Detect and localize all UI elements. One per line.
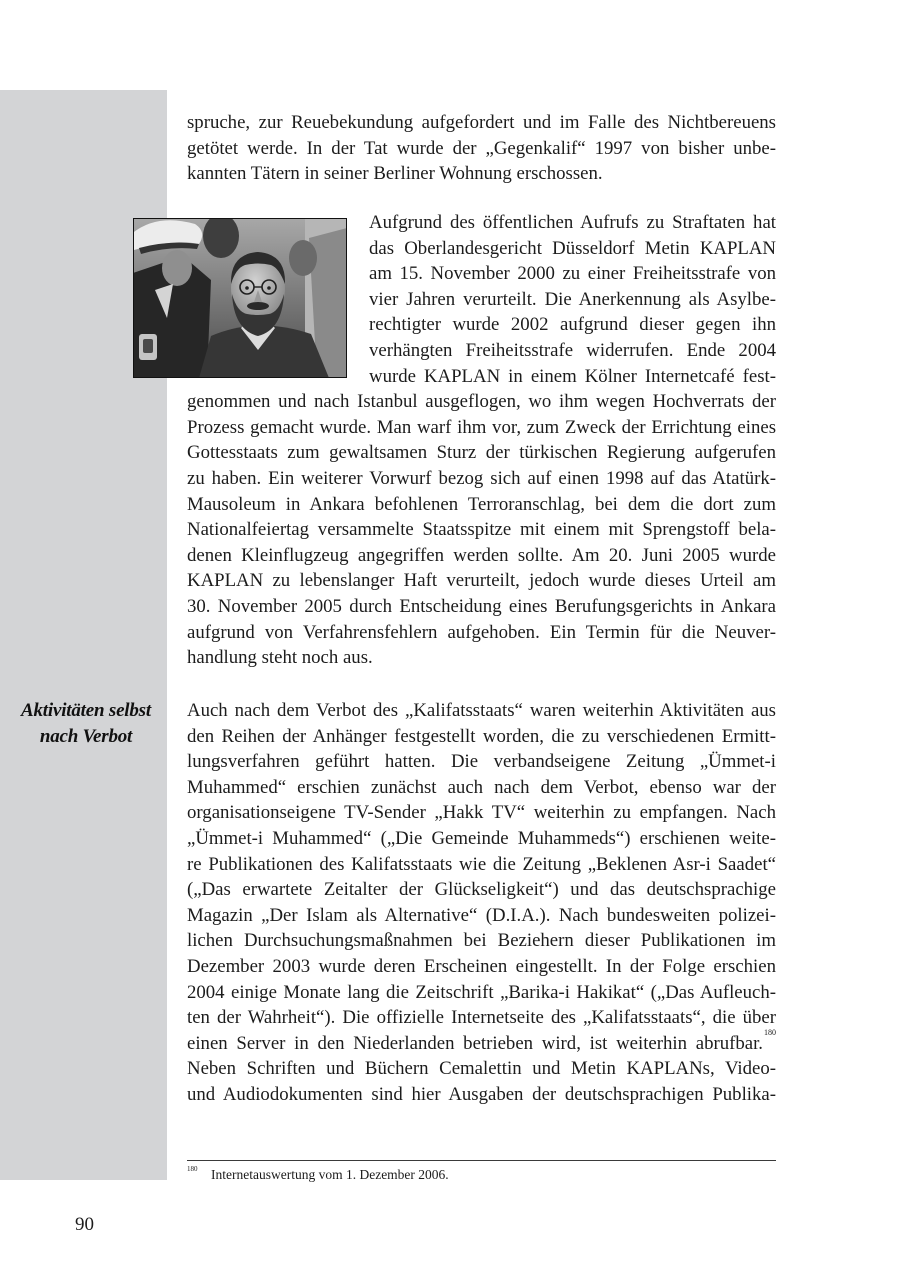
text-line: Mausoleum in Ankara befohlenen Terroranschlag, bei dem die dort zum (187, 493, 776, 515)
text-line: Magazin „Der Islam als Alternative“ (D.I.A.). Nach bundesweiten polizei- (187, 904, 776, 926)
text-line: aufgrund von Verfahrensfehlern aufgehoben. Ein Termin für die Neuver- (187, 621, 776, 643)
text-line: am 15. November 2000 zu einer Freiheitsstrafe von (369, 263, 776, 285)
footnote-divider (187, 1160, 776, 1161)
text-line: ten der Wahrheit“). Die offizielle Internetseite des „Kalifatsstaats“, die über (187, 1007, 776, 1029)
text-line: und Audiodokumenten sind hier Ausgaben der deutschsprachigen Publika- (187, 1083, 776, 1105)
margin-heading-line: nach Verbot (39, 725, 133, 747)
text-line: spruche, zur Reuebekundung aufgefordert und im Falle des Nichtbereuens (187, 112, 776, 133)
footnote: 180 Internetauswertung vom 1. Dezember 2006. (187, 1165, 449, 1182)
text-line: genommen und nach Istanbul ausgeflogen, wo ihm wegen Hochverrats der (187, 391, 776, 413)
text-line: lungsverfahren geführt hatten. Die verbandseigene Zeitung „Ümmet-i (187, 751, 776, 773)
page-number: 90 (75, 1214, 94, 1235)
text-line (187, 1027, 776, 1057)
text-line: das Oberlandesgericht Düsseldorf Metin KAPLAN (369, 237, 776, 259)
paragraph-1 (187, 110, 776, 187)
text-line: denen Kleinflugzeug angegriffen werden sollte. Am 20. Juni 2005 wurde (187, 544, 776, 566)
text-line: rechtigter wurde 2002 aufgrund dieser gegen ihn (369, 314, 776, 336)
text-line-content: einen Server in den Niederlanden betrieben wird, ist weiterhin abrufbar. (187, 1032, 763, 1054)
text-line: Prozess gemacht wurde. Man warf ihm vor, zum Zweck der Errichtung eines (187, 416, 776, 438)
text-line: vier Jahren verurteilt. Die Anerkennung als Asylbe- (369, 288, 776, 310)
footnote-text: Internetauswertung vom 1. Dezember 2006. (211, 1167, 449, 1182)
margin-heading (0, 698, 172, 749)
text-line: Auch nach dem Verbot des „Kalifatsstaats“ waren weiterhin Aktivitäten aus (187, 700, 776, 721)
text-line: 30. November 2005 durch Entscheidung eines Berufungsgerichts in Ankara (187, 595, 776, 617)
text-line: handlung steht noch aus. (187, 647, 373, 669)
text-line: kannten Tätern in seiner Berliner Wohnung erschossen. (187, 163, 603, 185)
text-line: wurde KAPLAN in einem Kölner Internetcafé fest- (369, 365, 776, 387)
text-line: Neben Schriften und Büchern Cemalettin und Metin KAPLANs, Video- (187, 1058, 776, 1080)
text-line: lichen Durchsuchungsmaßnahmen bei Beziehern dieser Publikationen im (187, 930, 776, 952)
paragraph-3 (187, 698, 776, 1108)
text-line: Gottesstaats zum gewaltsamen Sturz der türkischen Regierung aufgerufen (187, 442, 776, 464)
text-line: verhängten Freiheitsstrafe widerrufen. Ende 2004 (369, 339, 776, 361)
paragraph-2 (187, 210, 776, 671)
footnote-reference: 180 (764, 1027, 776, 1037)
text-line: Nationalfeiertag versammelte Staatsspitze mit einem mit Sprengstoff bela- (187, 519, 776, 541)
text-line: Aufgrund des öffentlichen Aufrufs zu Straftaten hat (369, 212, 776, 233)
margin-heading-line: Aktivitäten selbst (21, 700, 151, 721)
text-line: organisationseigene TV-Sender „Hakk TV“ weiterhin zu empfangen. Nach (187, 802, 776, 824)
text-line: den Reihen der Anhänger festgestellt worden, die zu verschiedenen Ermitt- (187, 725, 776, 747)
text-line: zu haben. Ein weiterer Vorwurf bezog sich auf einen 1998 auf das Atatürk- (187, 467, 776, 489)
text-line: getötet werde. In der Tat wurde der „Gegenkalif“ 1997 von bisher unbe- (187, 137, 776, 159)
text-line: „Ümmet-i Muhammed“ („Die Gemeinde Muhammeds“) erschienen weite- (187, 827, 776, 849)
text-line: 2004 einige Monate lang die Zeitschrift „Barika-i Hakikat“ („Das Aufleuch- (187, 981, 776, 1003)
text-line: Dezember 2003 wurde deren Erscheinen eingestellt. In der Folge erschien (187, 955, 776, 977)
text-line: Muhammed“ erschien zunächst auch nach dem Verbot, ebenso war der (187, 776, 776, 798)
text-line: re Publikationen des Kalifatsstaats wie die Zeitung „Beklenen Asr-i Saadet“ (187, 853, 776, 875)
text-line: KAPLAN zu lebenslanger Haft verurteilt, jedoch wurde dieses Urteil am (187, 570, 776, 592)
text-line: („Das erwartete Zeitalter der Glückseligkeit“) und das deutschsprachige (187, 879, 776, 901)
